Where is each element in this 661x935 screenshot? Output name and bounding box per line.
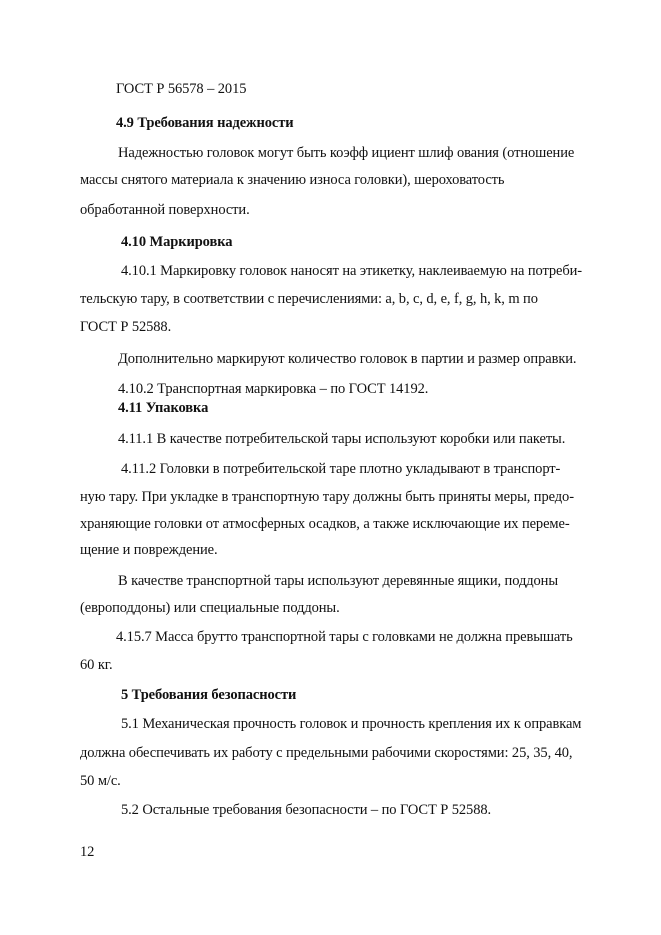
section-heading-4-10: 4.10 Маркировка bbox=[121, 234, 233, 250]
section-heading-4-11: 4.11 Упаковка bbox=[118, 400, 209, 416]
text-line: (европоддоны) или специальные поддоны. bbox=[80, 600, 340, 616]
text-line: ную тару. При укладке в транспортную тару должны быть приняты меры, предо- bbox=[80, 489, 574, 505]
text-line: обработанной поверхности. bbox=[80, 202, 250, 218]
text-line: должна обеспечивать их работу с предельными рабочими скоростями: 25, 35, 40, bbox=[80, 745, 573, 761]
text-line: Дополнительно маркируют количество головок в партии и размер оправки. bbox=[118, 351, 577, 367]
text-line: массы снятого материала к значению износа головки), шероховатость bbox=[80, 172, 505, 188]
text-line: щение и повреждение. bbox=[80, 542, 218, 558]
text-line: 4.15.7 Масса брутто транспортной тары с головками не должна превышать bbox=[116, 629, 573, 645]
text-line: 5.1 Механическая прочность головок и прочность крепления их к оправкам bbox=[121, 716, 582, 732]
section-heading-5: 5 Требования безопасности bbox=[121, 687, 297, 703]
section-heading-4-9: 4.9 Требования надежности bbox=[116, 115, 294, 131]
text-line: 4.11.2 Головки в потребительской таре плотно укладывают в транспорт- bbox=[121, 461, 561, 477]
text-line: храняющие головки от атмосферных осадков, а также исключающие их переме- bbox=[80, 516, 570, 532]
text-line: ГОСТ Р 52588. bbox=[80, 319, 172, 335]
text-line: тельскую тару, в соответствии с перечислениями: a, b, c, d, e, f, g, h, k, m по bbox=[80, 291, 538, 307]
text-line: 5.2 Остальные требования безопасности – по ГОСТ Р 52588. bbox=[121, 802, 492, 818]
text-line: 60 кг. bbox=[80, 657, 113, 673]
text-line: 4.11.1 В качестве потребительской тары используют коробки или пакеты. bbox=[118, 431, 566, 447]
text-line: 4.10.1 Маркировку головок наносят на этикетку, наклеиваемую на потреби- bbox=[121, 263, 583, 279]
text-line: 50 м/с. bbox=[80, 773, 121, 789]
document-header: ГОСТ Р 56578 – 2015 bbox=[116, 81, 247, 97]
page-number: 12 bbox=[80, 844, 95, 860]
text-line: 4.10.2 Транспортная маркировка – по ГОСТ 14192. bbox=[118, 381, 429, 397]
text-line: Надежностью головок могут быть коэфф ициент шлиф ования (отношение bbox=[118, 145, 575, 161]
text-line: В качестве транспортной тары используют деревянные ящики, поддоны bbox=[118, 573, 558, 589]
